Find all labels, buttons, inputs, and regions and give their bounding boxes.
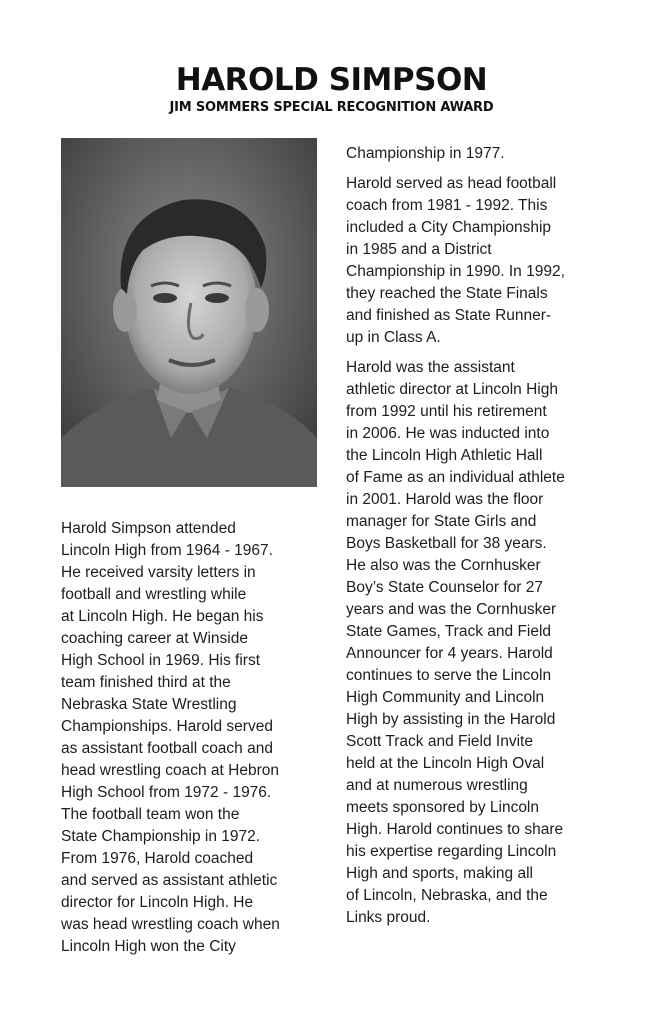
biography-paragraph <box>346 357 608 929</box>
text-line: He received varsity letters in <box>61 564 256 581</box>
text-line: and finished as State Runner- <box>346 307 552 324</box>
text-line: head wrestling coach at Hebron <box>61 762 279 779</box>
biography-paragraph <box>346 173 608 349</box>
text-line: High. Harold continues to share <box>346 821 564 838</box>
text-line: years and was the Cornhusker <box>346 601 557 618</box>
portrait-photo <box>61 138 317 487</box>
text-line: Links proud. <box>346 909 431 926</box>
text-line: in 2006. He was inducted into <box>346 425 550 442</box>
text-line: his expertise regarding Lincoln <box>346 843 557 860</box>
left-text-column <box>61 518 323 958</box>
text-line: coach from 1981 - 1992. This <box>346 197 548 214</box>
text-line: High School in 1969. His first <box>61 652 261 669</box>
text-line: was head wrestling coach when <box>61 916 280 933</box>
text-line: Harold was the assistant <box>346 359 515 376</box>
text-line: as assistant football coach and <box>61 740 273 757</box>
text-line: team finished third at the <box>61 674 231 691</box>
text-line: Boys Basketball for 38 years. <box>346 535 547 552</box>
text-line: and at numerous wrestling <box>346 777 528 794</box>
text-line: State Games, Track and Field <box>346 623 552 640</box>
text-line: up in Class A. <box>346 329 441 346</box>
text-line: from 1992 until his retirement <box>346 403 547 420</box>
award-subtitle: JIM SOMMERS SPECIAL RECOGNITION AWARD <box>169 100 494 115</box>
text-line: athletic director at Lincoln High <box>346 381 558 398</box>
text-line: High and sports, making all <box>346 865 533 882</box>
text-line: High Community and Lincoln <box>346 689 545 706</box>
biography-paragraph <box>61 518 323 958</box>
text-line: High by assisting in the Harold <box>346 711 556 728</box>
page-title: HAROLD SIMPSON <box>175 62 488 98</box>
text-line: coaching career at Winside <box>61 630 248 647</box>
text-line: Announcer for 4 years. Harold <box>346 645 553 662</box>
text-line: Boy’s State Counselor for 27 <box>346 579 544 596</box>
biography-paragraph <box>346 143 608 165</box>
text-line: He also was the Cornhusker <box>346 557 541 574</box>
text-line: and served as assistant athletic <box>61 872 278 889</box>
text-line: meets sponsored by Lincoln <box>346 799 540 816</box>
text-line: they reached the State Finals <box>346 285 548 302</box>
text-line: included a City Championship <box>346 219 552 236</box>
text-line: Championship in 1977. <box>346 145 505 162</box>
text-line: Harold served as head football <box>346 175 557 192</box>
text-line: Championship in 1990. In 1992, <box>346 263 565 280</box>
text-line: the Lincoln High Athletic Hall <box>346 447 543 464</box>
right-text-column <box>346 143 608 937</box>
text-line: Scott Track and Field Invite <box>346 733 533 750</box>
text-line: Lincoln High won the City <box>61 938 236 955</box>
text-line: Harold Simpson attended <box>61 520 236 537</box>
text-line: The football team won the <box>61 806 240 823</box>
text-line: manager for State Girls and <box>346 513 537 530</box>
text-line: of Lincoln, Nebraska, and the <box>346 887 548 904</box>
text-line: Nebraska State Wrestling <box>61 696 237 713</box>
text-line: in 2001. Harold was the floor <box>346 491 544 508</box>
text-line: football and wrestling while <box>61 586 247 603</box>
text-line: State Championship in 1972. <box>61 828 261 845</box>
text-line: continues to serve the Lincoln <box>346 667 552 684</box>
text-line: of Fame as an individual athlete <box>346 469 565 486</box>
text-line: in 1985 and a District <box>346 241 492 258</box>
text-line: Championships. Harold served <box>61 718 273 735</box>
text-line: held at the Lincoln High Oval <box>346 755 545 772</box>
text-line: High School from 1972 - 1976. <box>61 784 272 801</box>
text-line: at Lincoln High. He began his <box>61 608 264 625</box>
text-line: From 1976, Harold coached <box>61 850 254 867</box>
text-line: Lincoln High from 1964 - 1967. <box>61 542 273 559</box>
text-line: director for Lincoln High. He <box>61 894 254 911</box>
